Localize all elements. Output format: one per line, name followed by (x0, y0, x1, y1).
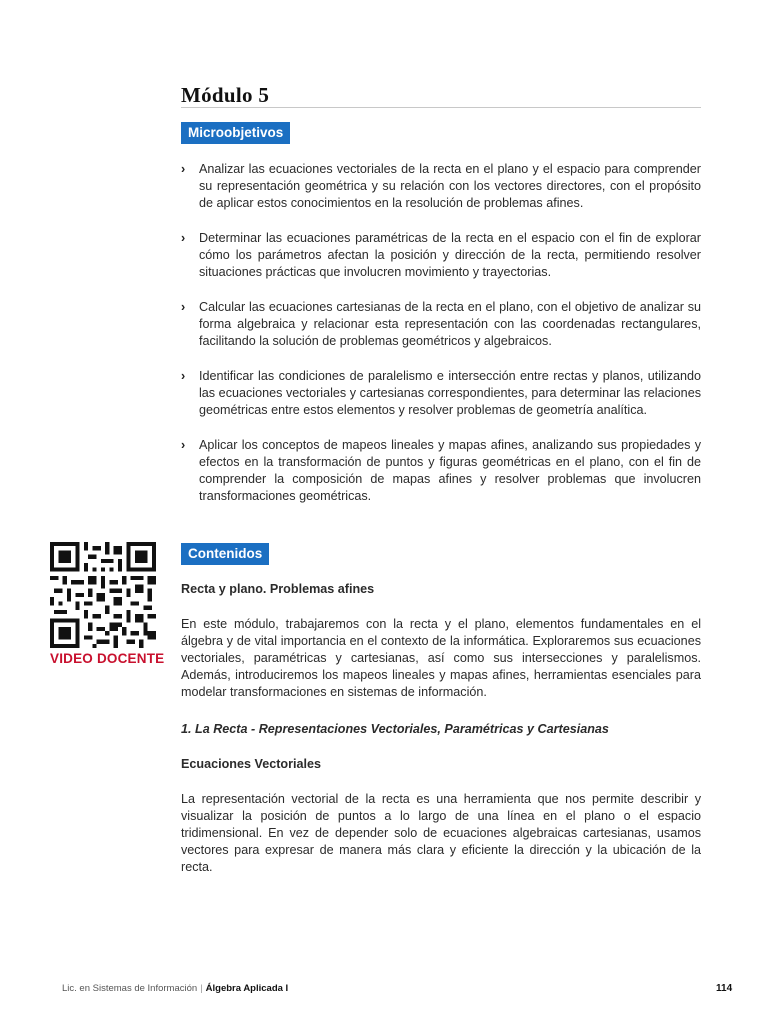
chevron-right-icon: › (181, 438, 186, 452)
footer-program: Lic. en Sistemas de Información (62, 983, 198, 994)
contenidos-subtitle: Recta y plano. Problemas afines (181, 582, 375, 596)
footer-separator: | (200, 983, 203, 994)
microobjetivos-list (181, 161, 701, 523)
objective-item: › Calcular las ecuaciones cartesianas de la recta en el plano, con el objetivo de analizar su forma algebraica y relacionar esta representación con las coordenadas rectangulares, facilitando la solución de problemas geométricos y algebraicos. (181, 300, 701, 348)
intro-paragraph: En este módulo, trabajaremos con la recta y el plano, elementos fundamentales en el álgebra y de vital importancia en el contexto de la informática. Exploraremos sus ecuaciones vectoriales, paramétricas y cartesianas, así como sus intersecciones y paralelismos. Además, introduciremos los mapeos lineales y mapas afines, herramientas esenciales para modelar transformaciones en sistemas de información. (181, 617, 701, 699)
page-number: 114 (716, 983, 733, 994)
microobjetivos-label: Microobjetivos (181, 122, 290, 144)
chevron-right-icon: › (181, 162, 186, 176)
objective-item: › Identificar las condiciones de paralelismo e intersección entre rectas y planos, utilizando las ecuaciones vectoriales y cartesianas correspondientes, para determinar las relaciones geométricas entre estos elementos y resolver problemas de geometría analítica. (181, 369, 701, 417)
chevron-right-icon: › (181, 300, 186, 314)
video-docente-label[interactable]: VIDEO DOCENTE (50, 651, 165, 666)
objective-item: › Analizar las ecuaciones vectoriales de la recta en el plano y el espacio para comprender su representación geométrica y su relación con los vectores directores, con el propósito de aplicar estos conocimientos en la resolución de problemas afines. (181, 162, 701, 210)
qr-code-icon[interactable] (50, 542, 156, 648)
footer-credits (62, 983, 288, 994)
objective-item: › Aplicar los conceptos de mapeos lineales y mapas afines, analizando sus propiedades y efectos en la transformación de puntos y figuras geométricas en el plano, con el fin de comprender la composición de mapas afines y resolver problemas que involucren transformaciones geométricas. (181, 438, 701, 503)
footer-course: Álgebra Aplicada I (205, 983, 289, 994)
objective-item: › Determinar las ecuaciones paramétricas de la recta en el espacio con el fin de explorar cómo los parámetros afectan la posición y dirección de la recta, permitiendo resolver situaciones prácticas que involucren movimiento y trayectorias. (181, 231, 701, 279)
module-title: Módulo 5 (181, 83, 270, 107)
contenidos-label: Contenidos (181, 543, 269, 565)
subsection-heading: Ecuaciones Vectoriales (181, 757, 322, 771)
section-heading: 1. La Recta - Representaciones Vectoriales, Paramétricas y Cartesianas (181, 722, 609, 736)
chevron-right-icon: › (181, 369, 186, 383)
chevron-right-icon: › (181, 231, 186, 245)
title-rule (181, 107, 701, 108)
vector-paragraph: La representación vectorial de la recta es una herramienta que nos permite describir y visualizar la posición de puntos a lo largo de una línea en el plano o el espacio tridimensional. En vez de depender solo de ecuaciones algebraicas cartesianas, usamos vectores para expresar de manera más clara y eficiente la dirección y la ubicación de la recta. (181, 792, 701, 874)
